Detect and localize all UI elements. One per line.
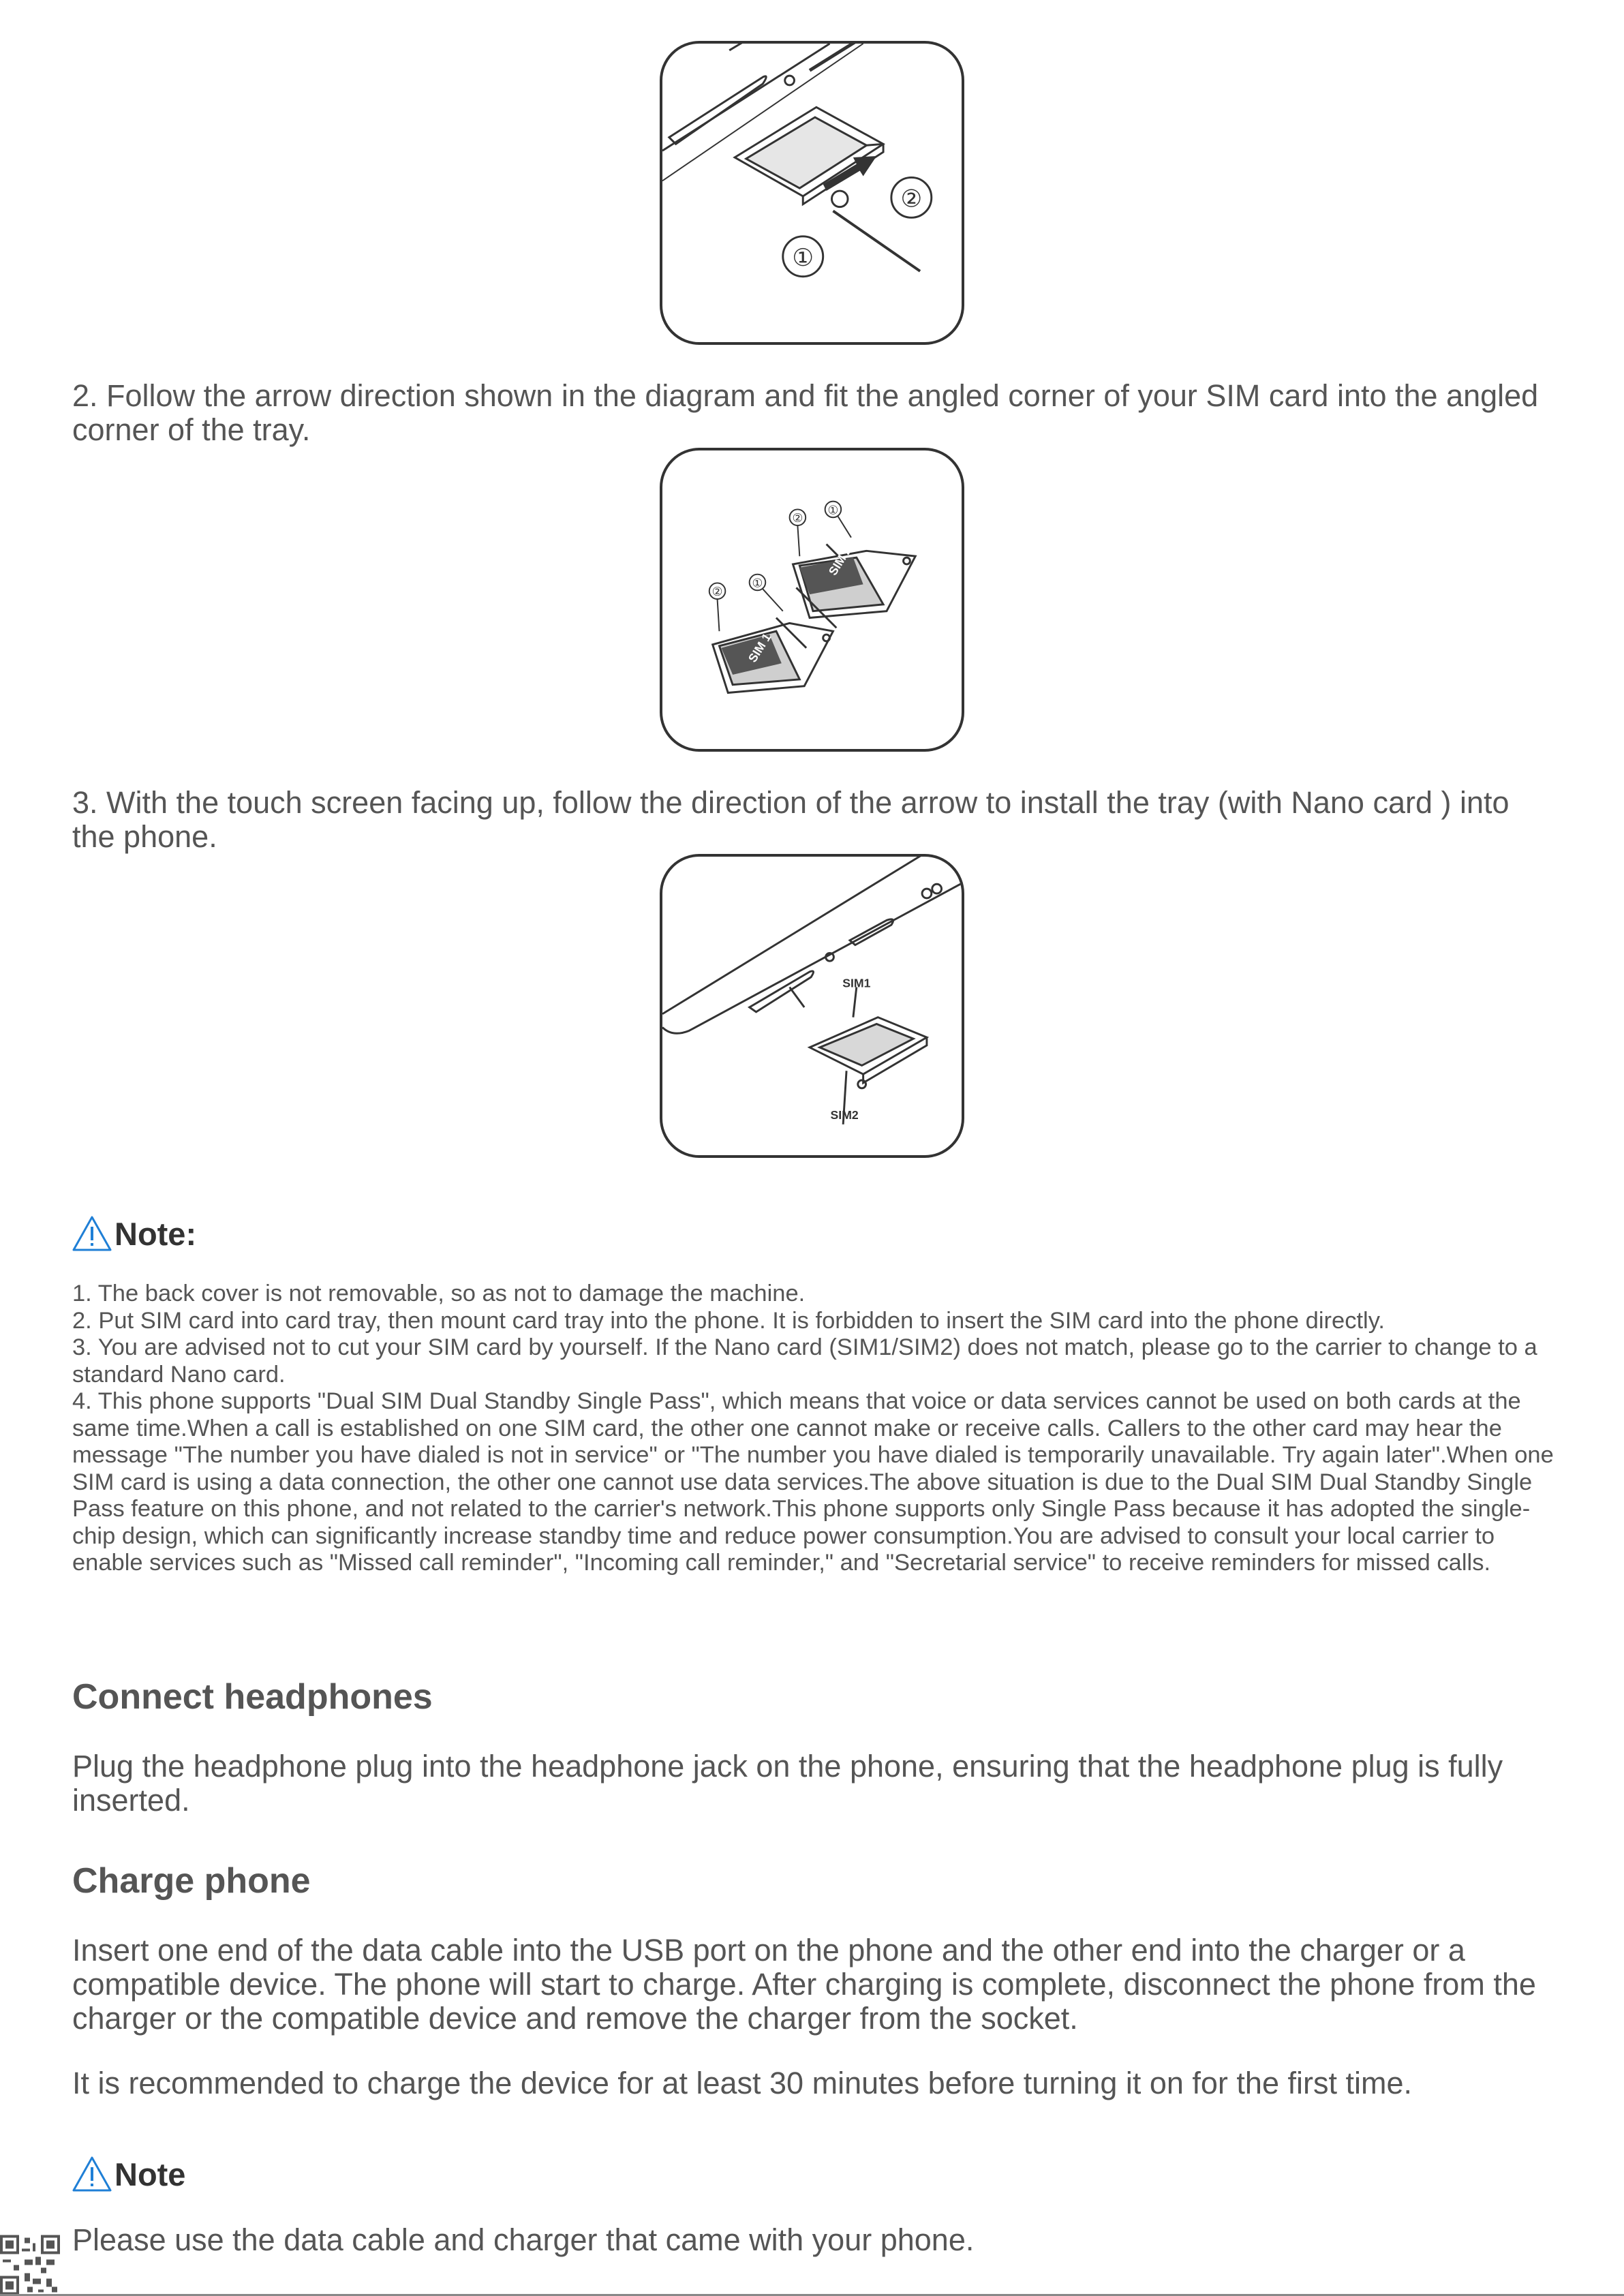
svg-text:②: ② [792, 512, 803, 526]
sim2-label: SIM2 [830, 1107, 859, 1122]
note-list [72, 1281, 1558, 1577]
note-title-2: Note [114, 2156, 186, 2192]
sim-insert-diagram [660, 854, 964, 1158]
note-heading-2 [71, 2154, 185, 2194]
charge-heading: Charge phone [72, 1861, 311, 1901]
step-2-text: 2. Follow the arrow direction shown in the diagram and fit the angled corner of your SIM card into the angled corner of the tray. [72, 378, 1539, 447]
step-3-text: 3. With the touch screen facing up, follow the direction of the arrow to install the tray (with Nano card ) into the phone. [72, 785, 1510, 854]
sim1-card-label: SIM 1 [745, 630, 774, 665]
sim2-card-label: SIM 2 [825, 544, 855, 578]
charge-text: Insert one end of the data cable into the USB port on the phone and the other end into the charger or a compatible device. The phone will start to charge. After charging is complete, disconnect the phone from the charger or the compatible device and remove the charger from the socket. [72, 1933, 1536, 2036]
sim1-label: SIM1 [842, 976, 871, 990]
callout-1: ① [792, 244, 814, 273]
sim-tray-diagram [660, 448, 964, 752]
svg-text:①: ① [827, 504, 839, 518]
note-item-4: 4. This phone supports "Dual SIM Dual Standby Single Pass", which means that voice or data services cannot be used on both cards at the same time.When a call is established on one SIM card, the other one cannot make or receive calls. Callers to the other card may hear the message "The number you have dialed is not in service" or "The number you have dialed is temporarily unavailable. Try again later".When one SIM card is using a data connection, the other one cannot use data services.The above situation is due to the Dual SIM Dual Standby Single Pass feature on this phone, and not related to the carrier's network.This phone supports only Single Pass because it has adopted the single-chip design, which can significantly increase standby time and reduce power consumption.You are advised to consult your local carrier to enable services such as "Missed call reminder", "Incoming call reminder," and "Secretarial service" to receive reminders for missed calls. [72, 1388, 1554, 1576]
charge-recommendation: It is recommended to charge the device for at least 30 minutes before turning it on for the first time. [72, 2066, 1412, 2100]
sim-eject-illustration [662, 44, 962, 342]
svg-text:①: ① [752, 577, 763, 591]
headphones-heading: Connect headphones [72, 1677, 433, 1717]
callout-2: ② [900, 185, 923, 213]
note-2-text: Please use the data cable and charger that came with your phone. [72, 2222, 975, 2257]
note-title: Note: [114, 1215, 197, 1252]
svg-text:②: ② [711, 585, 723, 600]
note-heading [71, 1213, 196, 1254]
warning-triangle-icon [71, 1214, 113, 1253]
sim-eject-diagram [660, 41, 964, 345]
sim-insert-illustration [662, 857, 962, 1155]
note-item-3: 3. You are advised not to cut your SIM card by yourself. If the Nano card (SIM1/SIM2) does not match, please go to the carrier to change to a standard Nano card. [72, 1334, 1537, 1388]
note-item-1: 1. The back cover is not removable, so as not to damage the machine. [72, 1281, 806, 1306]
qr-code-icon [0, 2234, 60, 2296]
sim-tray-illustration [662, 450, 962, 749]
warning-triangle-icon [71, 2155, 113, 2193]
headphones-text: Plug the headphone plug into the headphone jack on the phone, ensuring that the headphone plug is fully inserted. [72, 1749, 1503, 1818]
note-item-2: 2. Put SIM card into card tray, then mount card tray into the phone. It is forbidden to insert the SIM card into the phone directly. [72, 1307, 1385, 1334]
